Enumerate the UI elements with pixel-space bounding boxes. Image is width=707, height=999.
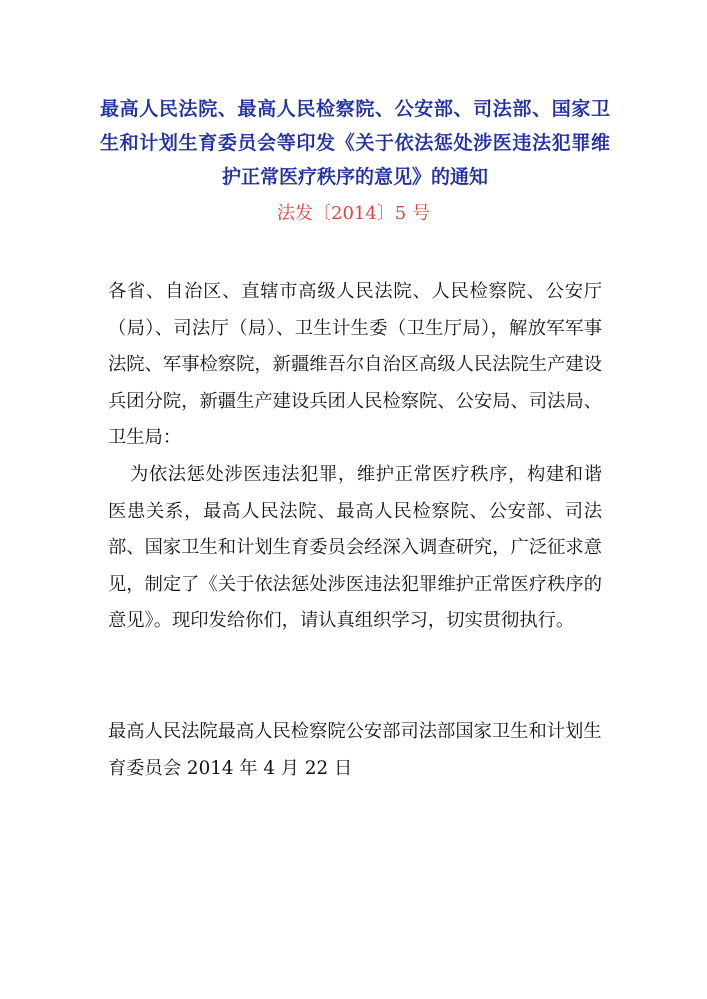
document-number: 法发〔2014〕5 号	[277, 203, 430, 224]
addressees: 各省、自治区、直辖市高级人民法院、人民检察院、公安厅（局）、司法厅（局）、卫生计生委（卫生厅局），解放军军事法院、军事检察院，新疆维吾尔自治区高级人民法院生产建设兵团分院，新疆生产建设兵团人民检察院、公安局、司法局、卫生局：	[108, 281, 602, 449]
body-paragraph: 为依法惩处涉医违法犯罪，维护正常医疗秩序，构建和谐医患关系，最高人民法院、最高人民检察院、公安部、司法部、国家卫生和计划生育委员会经深入调查研究，广泛征求意见，制定了《关于依法惩处涉医违法犯罪维护正常医疗秩序的意见》。现印发给你们，请认真组织学习，切实贯彻执行。	[108, 464, 602, 632]
signature-block: 最高人民法院最高人民检察院公安部司法部国家卫生和计划生育委员会 2014 年 4 月 22 日	[108, 721, 602, 779]
document-title: 最高人民法院、最高人民检察院、公安部、司法部、国家卫生和计划生育委员会等印发《关于依法惩处涉医违法犯罪维护正常医疗秩序的意见》的通知	[100, 98, 610, 188]
